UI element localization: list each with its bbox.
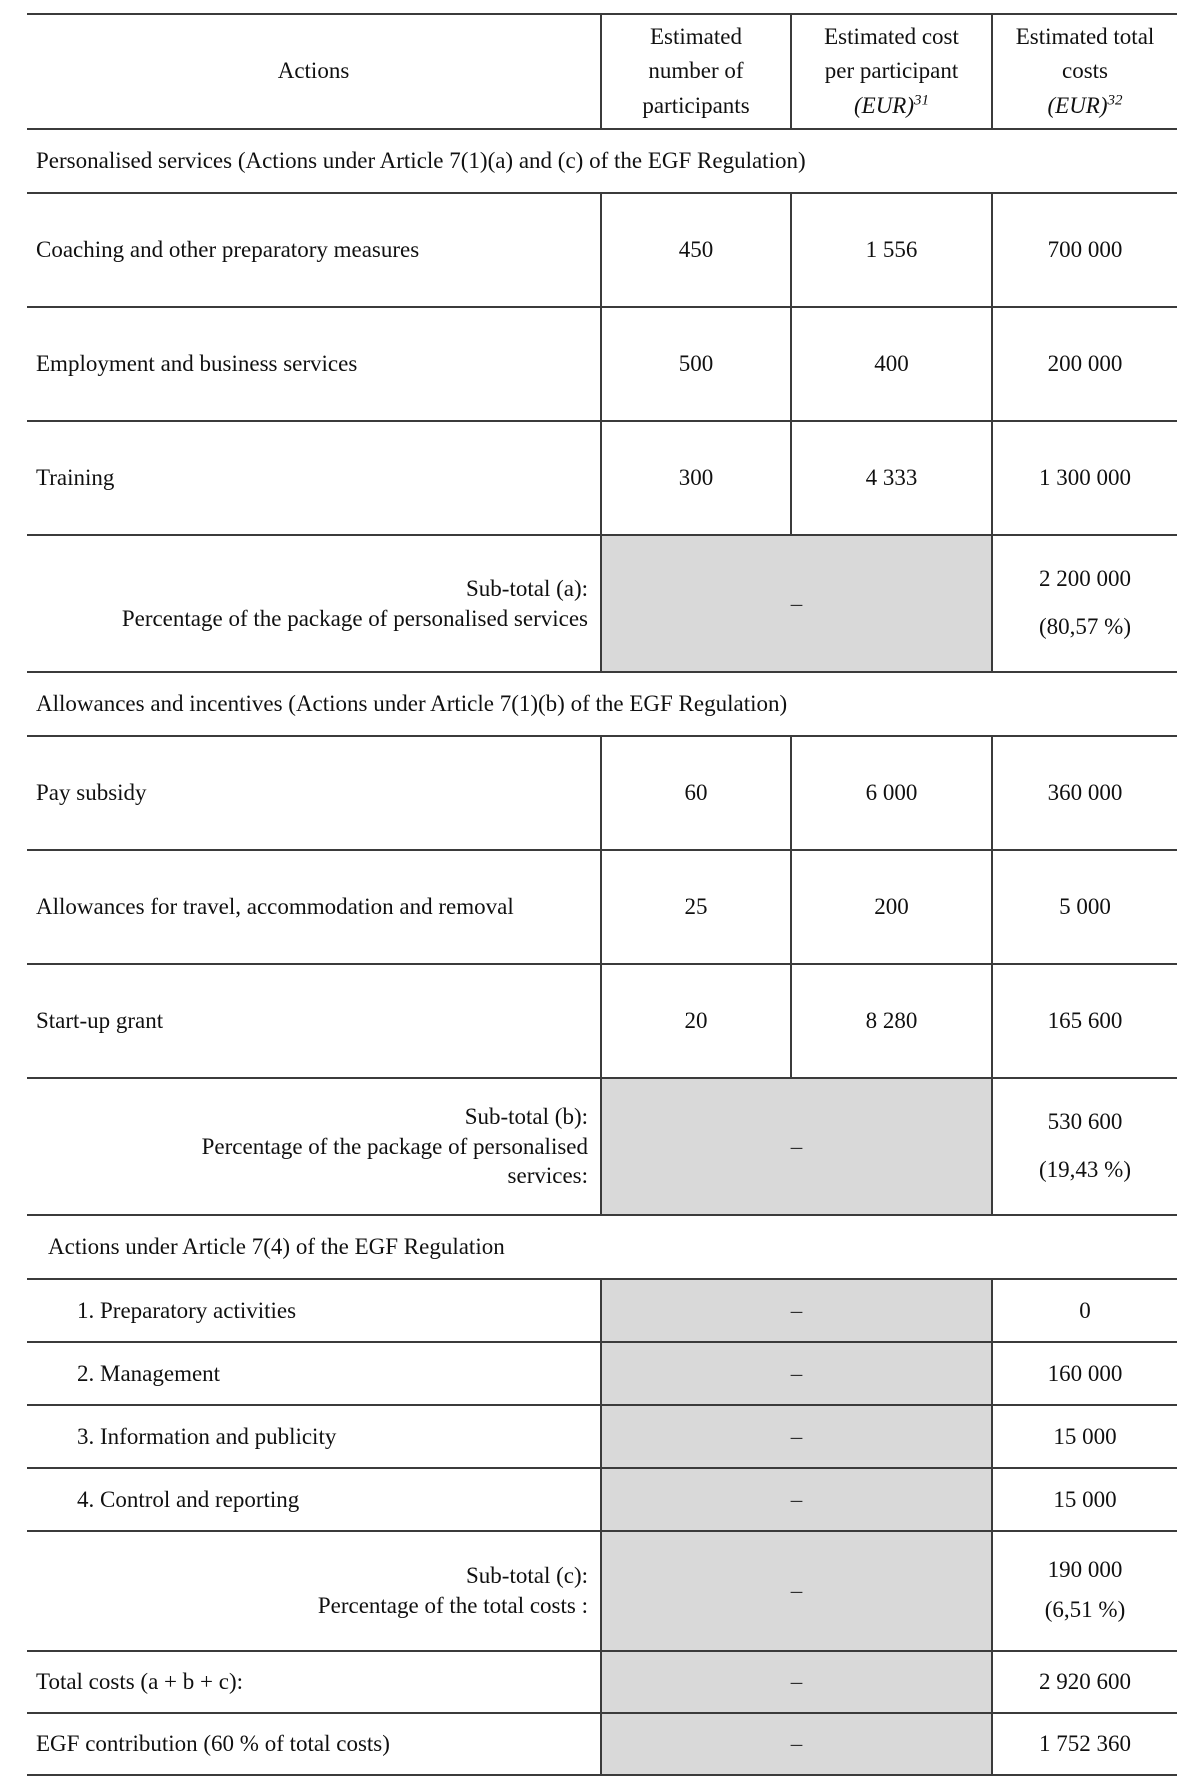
total-cell	[992, 850, 1177, 964]
cost-value: 400	[874, 351, 909, 377]
section1-title: Personalised services (Actions under Article 7(1)(a) and (c) of the EGF Regulation)	[36, 148, 806, 174]
header-cost-label: Estimated cost per participant	[824, 23, 959, 84]
section3-title: Actions under Article 7(4) of the EGF Regulation	[48, 1234, 505, 1260]
total-costs-label-cell	[27, 1651, 601, 1713]
action-label: 4. Control and reporting	[77, 1486, 300, 1512]
dash-cell	[601, 1713, 992, 1775]
dash-glyph: –	[790, 1360, 803, 1386]
dash-cell	[601, 1279, 992, 1342]
article74-row	[27, 1468, 1177, 1531]
action-row	[27, 421, 1177, 535]
participants-value: 25	[684, 894, 708, 920]
section2-title-row	[27, 672, 1177, 736]
subtotal-a-percent: (80,57 %)	[1039, 613, 1131, 639]
subtotal-b-total-cell	[992, 1078, 1177, 1215]
eur-unit-label: (EUR)	[853, 92, 915, 118]
action-row	[27, 850, 1177, 964]
egf-contribution-row	[27, 1713, 1177, 1775]
total-cell	[992, 1468, 1177, 1531]
header-participants-label: Estimated number of participants	[642, 23, 750, 118]
dash-glyph: –	[790, 1423, 803, 1449]
dash-glyph: –	[790, 1486, 803, 1512]
footnote-32-marker: 32	[1107, 92, 1123, 109]
dash-glyph: –	[790, 590, 803, 616]
cost-cell	[791, 850, 992, 964]
subtotal-b-label-cell	[27, 1078, 601, 1215]
dash-cell	[601, 1651, 992, 1713]
action-label: Coaching and other preparatory measures	[36, 237, 420, 263]
action-label: Employment and business services	[36, 351, 358, 377]
dash-cell	[601, 1342, 992, 1405]
total-value: 165 600	[1047, 1008, 1123, 1034]
cost-value: 4 333	[865, 465, 918, 491]
total-value: 15 000	[1053, 1486, 1117, 1512]
egf-contribution-value: 1 752 360	[1039, 1731, 1131, 1757]
subtotal-a-total: 2 200 000	[1039, 565, 1131, 591]
participants-cell	[601, 736, 791, 850]
total-value: 360 000	[1047, 780, 1123, 806]
participants-value: 450	[678, 237, 714, 263]
dash-glyph: –	[790, 1731, 803, 1757]
subtotal-a-label: Sub-total (a):	[466, 575, 588, 601]
action-label-cell	[27, 193, 601, 307]
action-label-cell	[27, 421, 601, 535]
participants-value: 20	[684, 1008, 708, 1034]
participants-cell	[601, 850, 791, 964]
total-cell	[992, 964, 1177, 1078]
action-row	[27, 307, 1177, 421]
subtotal-a-total-cell	[992, 535, 1177, 672]
dash-cell	[601, 535, 992, 672]
section3-title-row	[27, 1215, 1177, 1279]
dash-cell	[601, 1531, 992, 1651]
participants-cell	[601, 964, 791, 1078]
article74-row	[27, 1279, 1177, 1342]
total-value: 15 000	[1053, 1423, 1117, 1449]
cost-cell	[791, 964, 992, 1078]
action-label-cell	[27, 736, 601, 850]
egf-cost-table	[27, 13, 1177, 1776]
action-label: Training	[36, 465, 115, 491]
cost-cell	[791, 307, 992, 421]
action-row	[27, 193, 1177, 307]
participants-value: 500	[678, 351, 714, 377]
total-value: 5 000	[1059, 894, 1111, 920]
action-label-cell	[27, 850, 601, 964]
subtotal-b-percent: (19,43 %)	[1039, 1156, 1131, 1182]
dash-cell	[601, 1078, 992, 1215]
total-cell	[992, 1405, 1177, 1468]
subtotal-a-sublabel: Percentage of the package of personalised services	[121, 605, 588, 631]
total-cell	[992, 1279, 1177, 1342]
action-label-cell	[27, 1342, 601, 1405]
header-cell-actions	[27, 14, 601, 129]
dash-glyph: –	[790, 1133, 803, 1159]
cost-cell	[791, 193, 992, 307]
cost-value: 8 280	[865, 1008, 918, 1034]
egf-contribution-label: EGF contribution (60 % of total costs)	[36, 1731, 390, 1757]
egf-contribution-label-cell	[27, 1713, 601, 1775]
total-costs-row	[27, 1651, 1177, 1713]
participants-value: 60	[684, 780, 708, 806]
section1-title-cell	[27, 129, 1177, 193]
egf-contribution-value-cell	[992, 1713, 1177, 1775]
participants-value: 300	[678, 465, 714, 491]
action-label-cell	[27, 1468, 601, 1531]
participants-cell	[601, 307, 791, 421]
total-value: 1 300 000	[1039, 465, 1131, 491]
subtotal-b-label: Sub-total (b):	[464, 1103, 588, 1129]
action-label-cell	[27, 307, 601, 421]
subtotal-c-total-cell	[992, 1531, 1177, 1651]
participants-cell	[601, 193, 791, 307]
header-cell-participants	[601, 14, 791, 129]
total-costs-label: Total costs (a + b + c):	[36, 1669, 243, 1695]
subtotal-c-total: 190 000	[1047, 1557, 1123, 1582]
total-costs-value: 2 920 600	[1039, 1669, 1131, 1695]
header-cost-unit-line	[810, 89, 973, 124]
header-cell-cost-per-participant	[791, 14, 992, 129]
section1-title-row	[27, 129, 1177, 193]
cost-cell	[791, 736, 992, 850]
total-value: 160 000	[1047, 1360, 1123, 1386]
dash-cell	[601, 1405, 992, 1468]
action-row	[27, 964, 1177, 1078]
subtotal-a-label-cell	[27, 535, 601, 672]
section3-title-cell	[27, 1215, 1177, 1279]
action-label: Allowances for travel, accommodation and removal	[36, 894, 514, 920]
action-label: 1. Preparatory activities	[77, 1297, 297, 1323]
article74-row	[27, 1342, 1177, 1405]
dash-cell	[601, 1468, 992, 1531]
subtotal-c-percent: (6,51 %)	[1044, 1597, 1126, 1623]
article74-row	[27, 1405, 1177, 1468]
header-total-unit-line	[1003, 89, 1167, 124]
participants-cell	[601, 421, 791, 535]
subtotal-b-sublabel: Percentage of the package of personalised services:	[201, 1133, 588, 1189]
subtotal-b-row	[27, 1078, 1177, 1215]
action-label-cell	[27, 1279, 601, 1342]
header-actions-label: Actions	[277, 58, 350, 84]
total-value: 0	[1079, 1297, 1091, 1323]
cost-value: 200	[874, 894, 909, 920]
total-cell	[992, 421, 1177, 535]
dash-glyph: –	[790, 1669, 803, 1695]
action-label: Pay subsidy	[36, 780, 147, 806]
action-label-cell	[27, 1405, 601, 1468]
cost-value: 6 000	[865, 780, 918, 806]
action-label: 3. Information and publicity	[77, 1423, 337, 1449]
action-row	[27, 736, 1177, 850]
total-cell	[992, 1342, 1177, 1405]
subtotal-b-total: 530 600	[1047, 1108, 1123, 1134]
total-value: 700 000	[1047, 237, 1123, 263]
action-label: Start-up grant	[36, 1008, 164, 1034]
cost-value: 1 556	[865, 237, 918, 263]
subtotal-c-sublabel: Percentage of the total costs :	[317, 1593, 588, 1618]
cost-cell	[791, 421, 992, 535]
subtotal-a-row	[27, 535, 1177, 672]
subtotal-c-label: Sub-total (c):	[466, 1563, 588, 1589]
dash-glyph: –	[790, 1297, 803, 1323]
section2-title-cell	[27, 672, 1177, 736]
header-row	[27, 14, 1177, 129]
header-total-label: Estimated total costs	[1015, 23, 1155, 84]
total-cell	[992, 736, 1177, 850]
total-costs-value-cell	[992, 1651, 1177, 1713]
section2-title: Allowances and incentives (Actions under Article 7(1)(b) of the EGF Regulation)	[36, 691, 788, 717]
total-value: 200 000	[1047, 351, 1123, 377]
subtotal-c-label-cell	[27, 1531, 601, 1651]
dash-glyph: –	[790, 1578, 803, 1604]
eur-unit-label: (EUR)	[1047, 92, 1108, 118]
total-cell	[992, 193, 1177, 307]
action-label-cell	[27, 964, 601, 1078]
action-label: 2. Management	[77, 1360, 221, 1386]
subtotal-c-row	[27, 1531, 1177, 1651]
total-cell	[992, 307, 1177, 421]
footnote-31-marker: 31	[914, 92, 930, 109]
header-cell-total-costs	[992, 14, 1177, 129]
